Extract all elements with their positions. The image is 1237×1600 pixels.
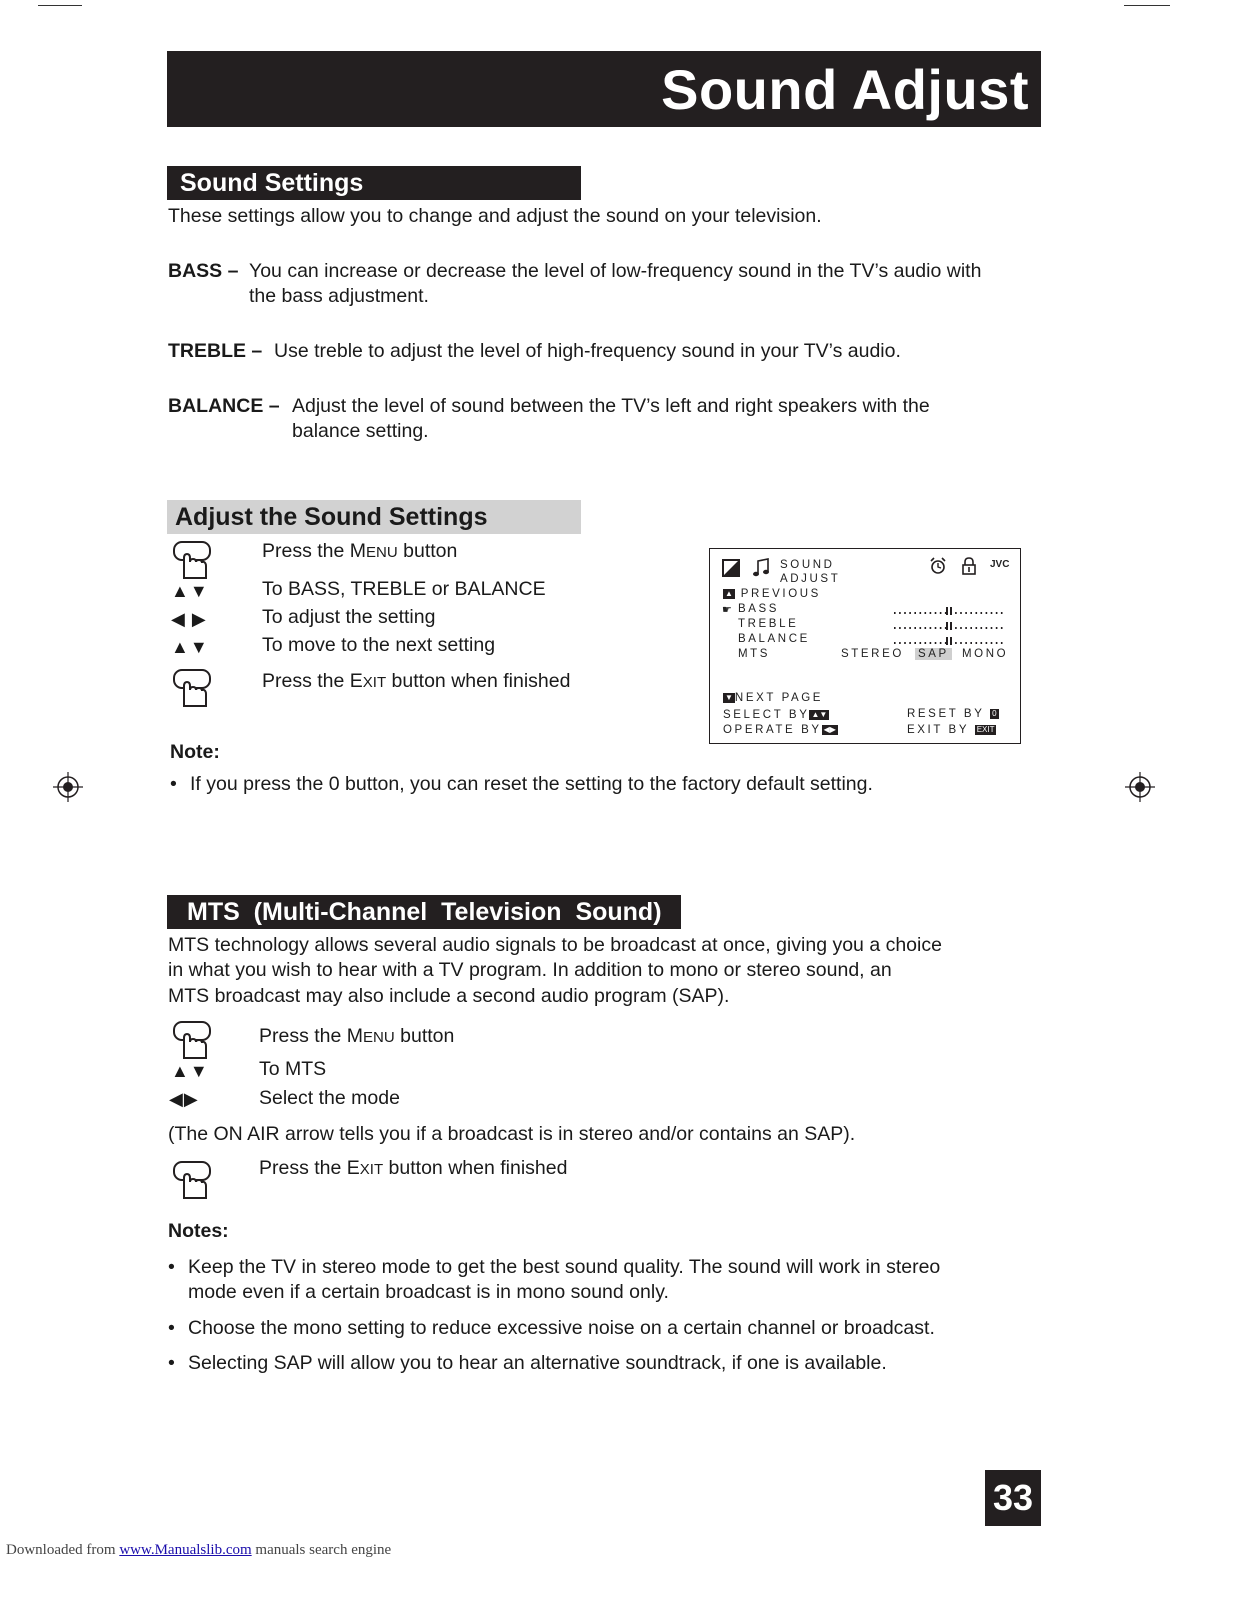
osd-operate-by-label: OPERATE BY [723, 724, 822, 736]
adjust-step-5-small: XIT [362, 674, 387, 691]
bass-description-line-2: the bass adjustment. [249, 285, 429, 307]
alarm-clock-icon [929, 557, 947, 575]
sound-settings-intro: These settings allow you to change and adjust the sound on your television. [168, 205, 822, 227]
sound-settings-heading: Sound Settings [180, 169, 364, 197]
bass-description-line-1: You can increase or decrease the level of low-frequency sound in the TV’s audio with [249, 260, 982, 282]
mts-step-2: To MTS [259, 1058, 327, 1080]
bass-term: BASS – [168, 260, 239, 282]
left-right-arrows-icon: ◀ ▶ [171, 609, 207, 629]
adjust-heading: Adjust the Sound Settings [175, 503, 488, 531]
down-triangle-icon: ▼ [725, 692, 733, 702]
mts-step-1-small: ENU [363, 1029, 395, 1046]
treble-description: Use treble to adjust the level of high-frequency sound in your TV’s audio. [274, 340, 901, 362]
mts-note-3 [168, 1351, 1068, 1377]
osd-previous-label: PREVIOUS [740, 588, 821, 600]
osd-title-line-2: ADJUST [780, 573, 841, 585]
bass-level-bar [893, 606, 1005, 616]
pointing-hand-icon: ☛ [722, 604, 732, 616]
manualslib-link[interactable]: www.Manualslib.com [119, 1542, 252, 1558]
adjust-step-2: To BASS, TREBLE or BALANCE [262, 578, 546, 600]
bullet-dot: • [168, 1317, 175, 1339]
registration-mark-icon [53, 772, 83, 802]
page-number: 33 [985, 1470, 1041, 1526]
osd-title-line-1: SOUND [780, 559, 835, 571]
mts-on-air-note: (The ON AIR arrow tells you if a broadcast is in stereo and/or contains an SAP). [168, 1123, 856, 1145]
up-down-arrows-icon: ▲▼ [171, 581, 209, 601]
mts-step-1 [259, 1025, 454, 1048]
osd-reset-by [907, 708, 999, 720]
page-title-bar [167, 51, 1041, 127]
up-down-arrows-icon: ▲▼ [171, 1061, 209, 1081]
osd-mts-sap: SAP [915, 648, 952, 660]
mts-intro-line-2: in what you wish to hear with a TV program. In addition to mono or stereo sound, an [168, 959, 892, 981]
mts-note-1-line-2: mode even if a certain broadcast is in mono sound only. [188, 1281, 669, 1303]
picture-icon [722, 559, 740, 577]
adjust-step-1-small: ENU [366, 544, 398, 561]
adjust-step-1-post: button [397, 540, 458, 562]
up-down-arrows-icon: ▲▼ [171, 637, 209, 657]
mts-notes-title: Notes: [168, 1220, 229, 1242]
up-triangle-icon: ▲ [725, 588, 733, 598]
adjust-step-5-post: button when finished [386, 670, 571, 692]
mts-heading: MTS (Multi-Channel Television Sound) [187, 898, 662, 926]
mts-step-3: Select the mode [259, 1087, 400, 1109]
mts-heading-bar [167, 895, 681, 929]
mts-note-1-line-1: Keep the TV in stereo mode to get the best sound quality. The sound will work in stereo [188, 1256, 941, 1278]
reset-key-badge: 0 [992, 708, 997, 718]
osd-mts-mono: MONO [962, 648, 1009, 660]
up-down-key-icon: ▲▼ [811, 709, 828, 719]
mts-exit-step-post: button when finished [383, 1157, 568, 1179]
hand-press-icon [172, 668, 212, 708]
osd-bass-label: BASS [738, 603, 780, 615]
adjust-step-1 [262, 540, 457, 563]
page-title: Sound Adjust [661, 58, 1029, 121]
lock-icon [961, 557, 977, 575]
left-right-arrows-icon: ◀▶ [169, 1089, 199, 1109]
balance-description-line-1: Adjust the level of sound between the TV’s left and right speakers with the [292, 395, 930, 417]
download-footer [6, 1542, 391, 1559]
hand-press-icon [172, 1020, 212, 1060]
bullet-dot: • [168, 1352, 175, 1374]
mts-note-2-text: Choose the mono setting to reduce excessive noise on a certain channel or broadcast. [188, 1317, 935, 1339]
mts-exit-step [259, 1157, 567, 1180]
bullet-dot: • [170, 773, 177, 795]
registration-mark-icon [1125, 772, 1155, 802]
hand-press-icon [172, 540, 212, 580]
crop-mark-left [38, 5, 82, 6]
bullet-dot: • [168, 1256, 175, 1278]
adjust-step-5-pre: Press the E [262, 670, 363, 692]
osd-reset-by-label: RESET BY [907, 708, 985, 720]
mts-step-1-pre: Press the M [259, 1025, 364, 1047]
hand-press-icon [172, 1160, 212, 1200]
osd-next-page [723, 692, 823, 704]
adjust-step-3: To adjust the setting [262, 606, 436, 628]
balance-term: BALANCE – [168, 395, 280, 417]
treble-term: TREBLE – [168, 340, 263, 362]
crop-mark-right [1124, 5, 1170, 6]
osd-select-by [723, 709, 829, 721]
osd-next-page-label: NEXT PAGE [734, 692, 824, 704]
music-note-icon [752, 558, 770, 578]
osd-balance-label: BALANCE [738, 633, 810, 645]
exit-key-badge: EXIT [976, 724, 995, 734]
adjust-note-title: Note: [170, 741, 220, 763]
tv-osd-sound-adjust [709, 548, 1021, 744]
osd-brand-logo: JVC [990, 559, 1010, 570]
mts-exit-step-pre: Press the E [259, 1157, 360, 1179]
osd-select-by-label: SELECT BY [723, 709, 810, 721]
mts-intro-line-3: MTS broadcast may also include a second audio program (SAP). [168, 985, 730, 1007]
osd-operate-by [723, 724, 838, 736]
footer-prefix: Downloaded from [6, 1542, 120, 1558]
mts-note-1 [168, 1255, 1068, 1307]
osd-mts-stereo: STEREO [841, 648, 904, 660]
adjust-step-1-pre: Press the M [262, 540, 367, 562]
adjust-step-5 [262, 670, 570, 693]
mts-step-1-post: button [394, 1025, 455, 1047]
mts-exit-step-small: XIT [359, 1161, 384, 1178]
adjust-heading-bar [167, 500, 581, 534]
mts-note-3-text: Selecting SAP will allow you to hear an alternative soundtrack, if one is available. [188, 1352, 887, 1374]
treble-level-bar [893, 621, 1005, 631]
footer-suffix: manuals search engine [251, 1542, 392, 1558]
osd-mts-label: MTS [738, 648, 771, 660]
balance-description-line-2: balance setting. [292, 420, 429, 442]
adjust-note-text: If you press the 0 button, you can reset the setting to the factory default setting. [190, 773, 873, 795]
adjust-step-4: To move to the next setting [262, 634, 496, 656]
mts-note-2 [168, 1316, 1068, 1342]
osd-exit-by-label: EXIT BY [907, 724, 969, 736]
balance-level-bar [893, 636, 1005, 646]
osd-exit-by [907, 724, 996, 736]
sound-settings-heading-bar [167, 166, 581, 200]
left-right-key-icon: ◀▶ [823, 724, 836, 734]
mts-intro-line-1: MTS technology allows several audio signals to be broadcast at once, giving you a choice [168, 934, 942, 956]
adjust-note-item [170, 772, 1070, 798]
osd-previous [723, 588, 821, 600]
osd-treble-label: TREBLE [738, 618, 799, 630]
